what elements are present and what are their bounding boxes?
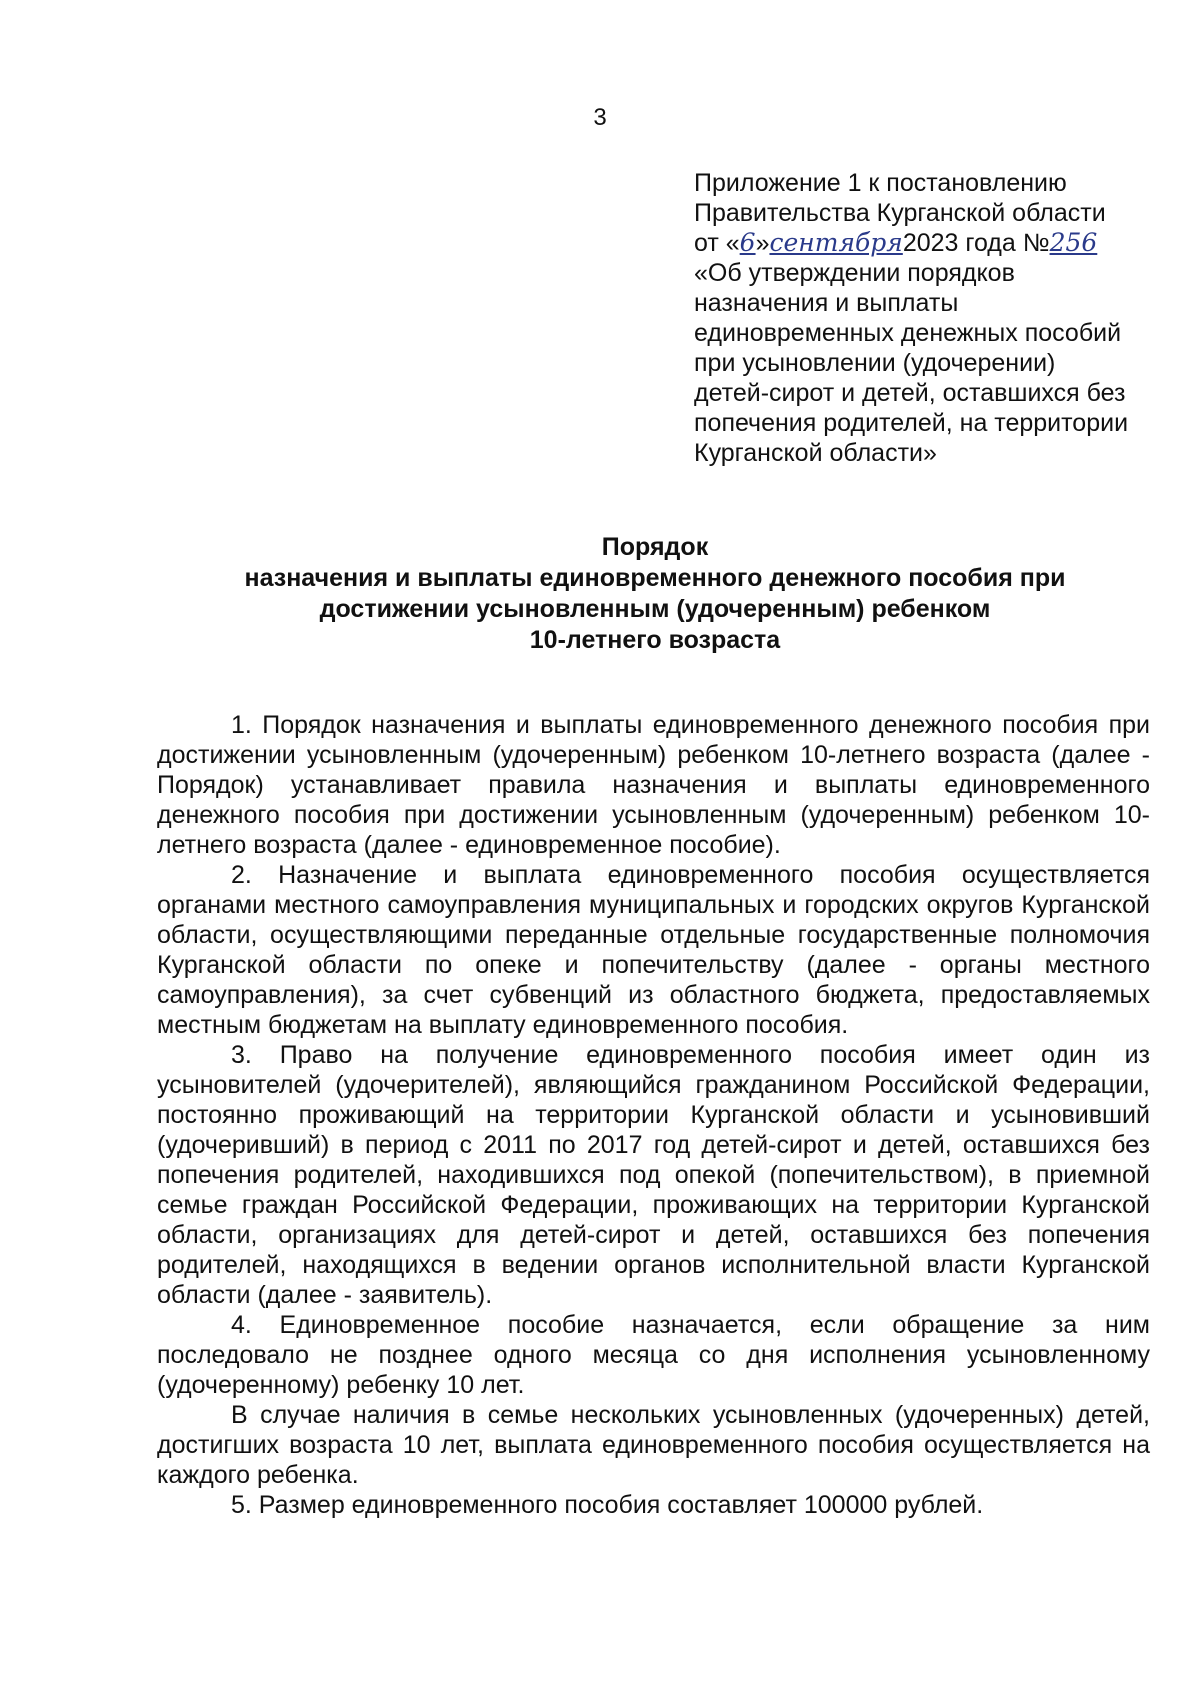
date-prefix: от « <box>694 229 740 257</box>
document-body <box>157 710 1150 1520</box>
paragraph-1: 1. Порядок назначения и выплаты единовременного денежного пособия при достижении усыновленным (удочеренным) ребенком 10-летнего возраста (далее - Порядок) устанавливает правила назначения и выплаты единовременного денежного пособия при достижении усыновленным (удочеренным) ребенком 10-летнего возраста (далее - единовременное пособие). <box>157 711 1150 859</box>
appendix-line-9: попечения родителей, на территории <box>694 409 1129 437</box>
appendix-line-2: Правительства Курганской области <box>694 199 1106 227</box>
page-number: 3 <box>593 104 607 131</box>
date-mid: » <box>755 229 770 257</box>
appendix-line-7: при усыновлении (удочерении) <box>694 349 1056 377</box>
appendix-line-8: детей-сирот и детей, оставшихся без <box>694 379 1126 407</box>
appendix-block <box>694 168 1164 468</box>
title-line-4: 10-летнего возраста <box>529 626 781 654</box>
paragraph-5: В случае наличия в семье нескольких усыновленных (удочеренных) детей, достигших возраста 10 лет, выплата единовременного пособия осуществляется на каждого ребенка. <box>157 1401 1150 1489</box>
paragraph-4: 4. Единовременное пособие назначается, если обращение за ним последовало не позднее одного месяца со дня исполнения усыновленному (удочеренному) ребенку 10 лет. <box>157 1311 1150 1399</box>
paragraph-6: 5. Размер единовременного пособия составляет 100000 рублей. <box>231 1491 984 1519</box>
handwritten-day: 6 <box>739 228 756 257</box>
appendix-line-5: назначения и выплаты <box>694 289 959 317</box>
title-line-2: назначения и выплаты единовременного денежного пособия при <box>244 564 1066 592</box>
appendix-line-1: Приложение 1 к постановлению <box>694 169 1067 197</box>
appendix-line-6: единовременных денежных пособий <box>694 319 1122 347</box>
paragraph-2: 2. Назначение и выплата единовременного пособия осуществляется органами местного самоуправления муниципальных и городских округов Курганской области, осуществляющими переданные отдельные государственные полномочия Курганской области по опеке и попечительству (далее - органы местного самоуправления), за счет субвенций из областного бюджета, предоставляемых местным бюджетам на выплату единовременного пособия. <box>157 861 1150 1039</box>
document-title <box>160 532 1150 656</box>
appendix-date-line <box>694 228 1164 258</box>
date-year: 2023 года № <box>902 229 1050 257</box>
title-line-1: Порядок <box>601 533 709 561</box>
handwritten-month: сентября <box>769 228 903 257</box>
handwritten-number: 256 <box>1049 228 1098 257</box>
paragraph-3: 3. Право на получение единовременного пособия имеет один из усыновителей (удочерителей), являющийся гражданином Российской Федерации, постоянно проживающий на территории Курганской области и усыновивший (удочеривший) в период с 2011 по 2017 год детей-сирот и детей, оставшихся без попечения родителей, находившихся под опекой (попечительством), в приемной семье граждан Российской Федерации, проживающих на территории Курганской области, организациях для детей-сирот и детей, оставшихся без попечения родителей, находящихся в ведении органов исполнительной власти Курганской области (далее - заявитель). <box>157 1041 1150 1309</box>
appendix-line-4: «Об утверждении порядков <box>694 259 1015 287</box>
appendix-line-10: Курганской области» <box>694 439 937 467</box>
title-line-3: достижении усыновленным (удочеренным) ребенком <box>319 595 991 623</box>
